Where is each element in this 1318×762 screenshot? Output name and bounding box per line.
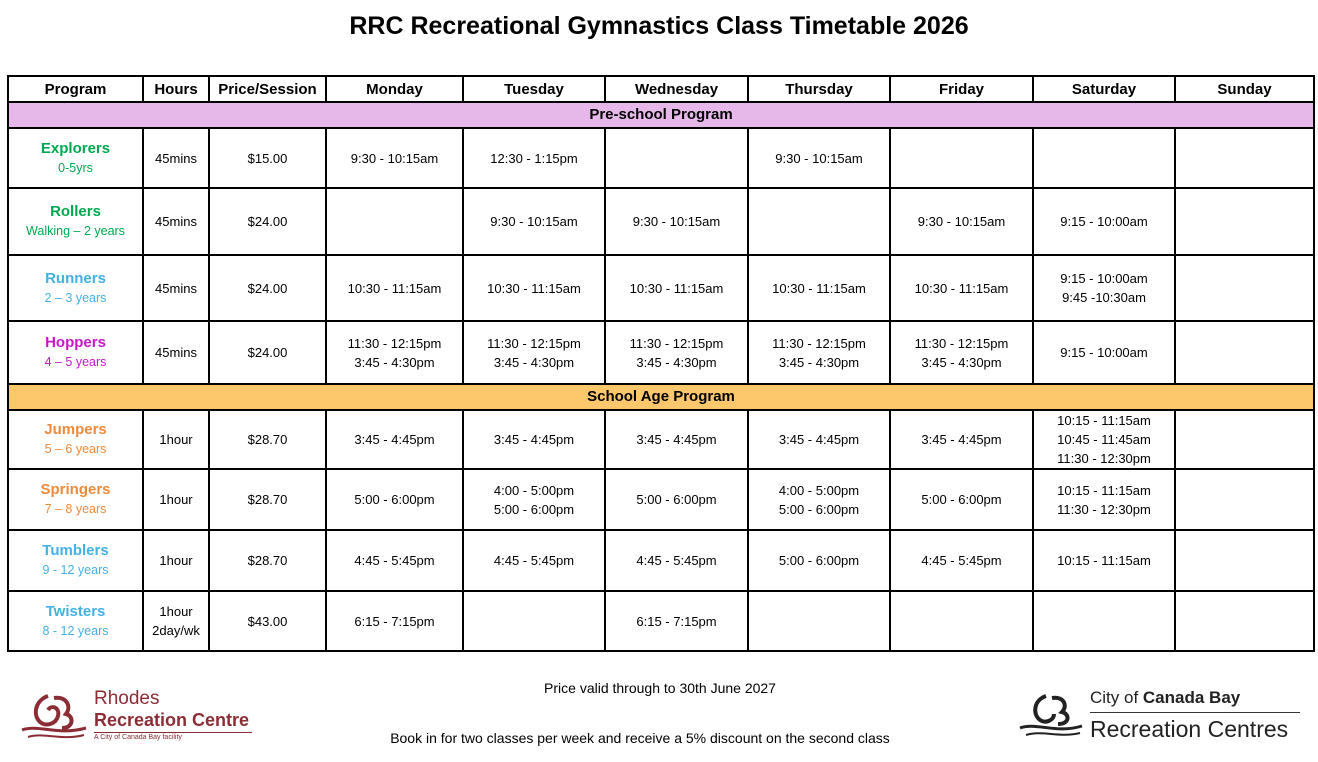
time-slot: 4:00 - 5:00pm bbox=[493, 482, 575, 498]
page-title: RRC Recreational Gymnastics Class Timetable 2026 bbox=[349, 12, 969, 40]
day-cell-saturday bbox=[1033, 591, 1175, 651]
program-cell bbox=[8, 591, 143, 651]
program-cell bbox=[8, 188, 143, 255]
time-slot: 10:30 - 11:15am bbox=[347, 280, 442, 296]
city-of-canada-bay-logo bbox=[1016, 686, 1306, 748]
day-cell-sunday bbox=[1175, 321, 1314, 384]
program-cell bbox=[8, 530, 143, 591]
class-row bbox=[8, 321, 1314, 384]
day-cell-saturday bbox=[1033, 128, 1175, 188]
time-slot: 5:00 - 6:00pm bbox=[493, 501, 575, 517]
day-cell-monday bbox=[326, 410, 463, 469]
price-cell: $24.00 bbox=[209, 188, 326, 255]
day-cell-wednesday bbox=[605, 591, 748, 651]
day-cell-tuesday bbox=[463, 469, 605, 530]
program-age: 5 – 6 years bbox=[44, 442, 107, 456]
logo-left-tagline: A City of Canada Bay facility bbox=[94, 734, 182, 741]
day-cell-friday bbox=[890, 128, 1033, 188]
time-slot: 3:45 - 4:45pm bbox=[354, 432, 435, 447]
time-slot: 10:30 - 11:15am bbox=[772, 280, 866, 296]
time-slot: 3:45 - 4:30pm bbox=[354, 354, 435, 370]
hours-cell bbox=[143, 321, 209, 384]
time-slot: 9:30 - 10:15am bbox=[350, 150, 439, 166]
day-cell-wednesday bbox=[605, 255, 748, 321]
hours-line: 45mins bbox=[155, 214, 197, 229]
program-cell bbox=[8, 128, 143, 188]
day-cell-saturday bbox=[1033, 530, 1175, 591]
day-cell-saturday bbox=[1033, 188, 1175, 255]
time-slot: 11:30 - 12:30pm bbox=[1057, 501, 1151, 517]
logo-right-line2: Recreation Centres bbox=[1090, 716, 1289, 742]
program-name: Runners bbox=[45, 269, 106, 287]
time-slot: 11:30 - 12:30pm bbox=[1057, 451, 1151, 466]
price-cell: $24.00 bbox=[209, 321, 326, 384]
day-cell-tuesday bbox=[463, 591, 605, 651]
time-slot: 11:30 - 12:15pm bbox=[347, 335, 442, 351]
time-slot: 3:45 - 4:30pm bbox=[778, 354, 860, 370]
day-cell-thursday bbox=[748, 255, 890, 321]
hours-cell bbox=[143, 410, 209, 469]
section-label: Pre-school Program bbox=[8, 102, 1314, 128]
column-header-saturday: Saturday bbox=[1033, 76, 1175, 102]
day-cell-friday bbox=[890, 469, 1033, 530]
hours-cell bbox=[143, 591, 209, 651]
time-slot: 10:45 - 11:45am bbox=[1057, 432, 1151, 447]
time-slot: 9:30 - 10:15am bbox=[775, 150, 863, 166]
program-age: 4 – 5 years bbox=[44, 355, 107, 369]
rhodes-wave-logo-icon bbox=[18, 690, 90, 742]
price-cell: $15.00 bbox=[209, 128, 326, 188]
timetable bbox=[7, 75, 1315, 652]
time-slot: 3:45 - 4:30pm bbox=[636, 354, 717, 370]
day-cell-wednesday bbox=[605, 128, 748, 188]
day-cell-saturday bbox=[1033, 255, 1175, 321]
class-row bbox=[8, 530, 1314, 591]
program-age: 0-5yrs bbox=[58, 160, 93, 175]
class-row bbox=[8, 128, 1314, 188]
logo-left-line1: Rhodes bbox=[94, 688, 160, 709]
class-row bbox=[8, 410, 1314, 469]
program-age: 8 - 12 years bbox=[42, 623, 109, 638]
section-row bbox=[8, 102, 1314, 128]
day-cell-tuesday bbox=[463, 321, 605, 384]
logo-left-line2: Recreation Centre bbox=[94, 710, 250, 730]
program-cell bbox=[8, 321, 143, 384]
time-slot: 4:00 - 5:00pm bbox=[778, 482, 860, 498]
hours-cell bbox=[143, 188, 209, 255]
header-row bbox=[8, 76, 1314, 102]
time-slot: 3:45 - 4:30pm bbox=[493, 354, 575, 370]
day-cell-friday bbox=[890, 321, 1033, 384]
hours-cell bbox=[143, 255, 209, 321]
time-slot: 9:30 - 10:15am bbox=[917, 214, 1006, 229]
program-name: Springers bbox=[40, 481, 111, 498]
day-cell-wednesday bbox=[605, 530, 748, 591]
time-slot: 4:45 - 5:45pm bbox=[921, 553, 1002, 568]
time-slot: 3:45 - 4:45pm bbox=[921, 432, 1002, 447]
program-age: Walking – 2 years bbox=[26, 224, 125, 238]
time-slot: 4:45 - 5:45pm bbox=[493, 553, 575, 568]
day-cell-sunday bbox=[1175, 591, 1314, 651]
day-cell-sunday bbox=[1175, 469, 1314, 530]
column-header-wednesday: Wednesday bbox=[605, 76, 748, 102]
day-cell-wednesday bbox=[605, 469, 748, 530]
day-cell-thursday bbox=[748, 530, 890, 591]
time-slot: 3:45 - 4:45pm bbox=[493, 432, 575, 447]
column-header-price-session: Price/Session bbox=[209, 76, 326, 102]
time-slot: 10:15 - 11:15am bbox=[1057, 482, 1151, 498]
day-cell-friday bbox=[890, 255, 1033, 321]
time-slot: 12:30 - 1:15pm bbox=[490, 150, 578, 166]
day-cell-wednesday bbox=[605, 321, 748, 384]
hours-line: 45mins bbox=[155, 280, 197, 296]
program-age: 9 - 12 years bbox=[42, 563, 109, 577]
class-row bbox=[8, 469, 1314, 530]
time-slot: 4:45 - 5:45pm bbox=[636, 553, 717, 568]
day-cell-saturday bbox=[1033, 410, 1175, 469]
day-cell-tuesday bbox=[463, 255, 605, 321]
time-slot: 9:15 - 10:00am bbox=[1060, 271, 1148, 286]
class-row bbox=[8, 255, 1314, 321]
day-cell-monday bbox=[326, 591, 463, 651]
time-slot: 9:45 -10:30am bbox=[1062, 290, 1146, 305]
day-cell-tuesday bbox=[463, 530, 605, 591]
day-cell-tuesday bbox=[463, 410, 605, 469]
day-cell-monday bbox=[326, 255, 463, 321]
column-header-friday: Friday bbox=[890, 76, 1033, 102]
program-cell bbox=[8, 255, 143, 321]
hours-line: 45mins bbox=[155, 150, 197, 166]
time-slot: 9:15 - 10:00am bbox=[1060, 214, 1148, 229]
program-name: Rollers bbox=[50, 203, 101, 220]
class-row bbox=[8, 188, 1314, 255]
logo-left-rule bbox=[94, 732, 252, 733]
program-name: Explorers bbox=[40, 139, 111, 157]
class-row bbox=[8, 591, 1314, 651]
hours-line: 2day/wk bbox=[152, 623, 200, 638]
program-name: Tumblers bbox=[42, 542, 109, 559]
day-cell-sunday bbox=[1175, 530, 1314, 591]
day-cell-thursday bbox=[748, 321, 890, 384]
day-cell-thursday bbox=[748, 188, 890, 255]
program-cell bbox=[8, 469, 143, 530]
time-slot: 5:00 - 6:00pm bbox=[778, 553, 860, 568]
day-cell-tuesday bbox=[463, 188, 605, 255]
time-slot: 5:00 - 6:00pm bbox=[354, 492, 435, 507]
program-age: 2 – 3 years bbox=[44, 290, 107, 305]
day-cell-thursday bbox=[748, 128, 890, 188]
time-slot: 10:30 - 11:15am bbox=[487, 280, 581, 296]
day-cell-monday bbox=[326, 128, 463, 188]
price-cell: $28.70 bbox=[209, 469, 326, 530]
column-header-sunday: Sunday bbox=[1175, 76, 1314, 102]
day-cell-thursday bbox=[748, 410, 890, 469]
hours-cell bbox=[143, 128, 209, 188]
hours-line: 1hour bbox=[159, 492, 193, 507]
day-cell-friday bbox=[890, 530, 1033, 591]
hours-line: 1hour bbox=[159, 432, 193, 447]
day-cell-monday bbox=[326, 321, 463, 384]
time-slot: 6:15 - 7:15pm bbox=[636, 613, 717, 629]
time-slot: 9:15 - 10:00am bbox=[1060, 345, 1148, 360]
day-cell-friday bbox=[890, 188, 1033, 255]
hours-line: 1hour bbox=[159, 604, 193, 619]
time-slot: 10:30 - 11:15am bbox=[914, 280, 1009, 296]
day-cell-sunday bbox=[1175, 255, 1314, 321]
day-cell-friday bbox=[890, 591, 1033, 651]
day-cell-sunday bbox=[1175, 128, 1314, 188]
canada-bay-wave-logo-icon bbox=[1016, 692, 1086, 740]
day-cell-sunday bbox=[1175, 188, 1314, 255]
day-cell-thursday bbox=[748, 469, 890, 530]
day-cell-saturday bbox=[1033, 321, 1175, 384]
time-slot: 3:45 - 4:45pm bbox=[778, 432, 860, 447]
price-cell: $43.00 bbox=[209, 591, 326, 651]
price-cell: $28.70 bbox=[209, 410, 326, 469]
day-cell-tuesday bbox=[463, 128, 605, 188]
time-slot: 6:15 - 7:15pm bbox=[354, 613, 435, 629]
time-slot: 10:30 - 11:15am bbox=[629, 280, 724, 296]
day-cell-monday bbox=[326, 188, 463, 255]
program-name: Jumpers bbox=[44, 421, 107, 438]
logo-right-rule bbox=[1090, 712, 1300, 713]
day-cell-saturday bbox=[1033, 469, 1175, 530]
time-slot: 11:30 - 12:15pm bbox=[772, 335, 866, 351]
time-slot: 10:15 - 11:15am bbox=[1057, 413, 1151, 428]
hours-line: 45mins bbox=[155, 345, 197, 360]
time-slot: 5:00 - 6:00pm bbox=[778, 501, 860, 517]
time-slot: 9:30 - 10:15am bbox=[490, 214, 578, 229]
price-cell: $28.70 bbox=[209, 530, 326, 591]
time-slot: 11:30 - 12:15pm bbox=[914, 335, 1009, 351]
hours-cell bbox=[143, 469, 209, 530]
program-name: Hoppers bbox=[45, 334, 106, 351]
column-header-program: Program bbox=[8, 76, 143, 102]
column-header-thursday: Thursday bbox=[748, 76, 890, 102]
day-cell-wednesday bbox=[605, 188, 748, 255]
hours-line: 1hour bbox=[159, 553, 193, 568]
price-valid-note: Price valid through to 30th June 2027 bbox=[544, 680, 776, 696]
time-slot: 11:30 - 12:15pm bbox=[629, 335, 724, 351]
time-slot: 4:45 - 5:45pm bbox=[354, 553, 435, 568]
day-cell-sunday bbox=[1175, 410, 1314, 469]
day-cell-monday bbox=[326, 469, 463, 530]
program-age: 7 – 8 years bbox=[44, 502, 107, 516]
rhodes-recreation-centre-logo bbox=[18, 686, 258, 748]
day-cell-thursday bbox=[748, 591, 890, 651]
section-label: School Age Program bbox=[8, 384, 1314, 410]
price-cell: $24.00 bbox=[209, 255, 326, 321]
column-header-tuesday: Tuesday bbox=[463, 76, 605, 102]
time-slot: 9:30 - 10:15am bbox=[632, 214, 721, 229]
column-header-monday: Monday bbox=[326, 76, 463, 102]
day-cell-monday bbox=[326, 530, 463, 591]
hours-cell bbox=[143, 530, 209, 591]
time-slot: 5:00 - 6:00pm bbox=[921, 492, 1002, 507]
time-slot: 3:45 - 4:45pm bbox=[636, 432, 717, 447]
program-name: Twisters bbox=[45, 602, 106, 620]
time-slot: 10:15 - 11:15am bbox=[1057, 553, 1151, 568]
discount-note: Book in for two classes per week and receive a 5% discount on the second class bbox=[390, 730, 890, 746]
time-slot: 3:45 - 4:30pm bbox=[921, 354, 1002, 370]
time-slot: 11:30 - 12:15pm bbox=[487, 335, 581, 351]
logo-right-line1 bbox=[1090, 688, 1240, 708]
column-header-hours: Hours bbox=[143, 76, 209, 102]
day-cell-friday bbox=[890, 410, 1033, 469]
logo-right-bold: Canada Bay bbox=[1142, 688, 1241, 707]
time-slot: 5:00 - 6:00pm bbox=[636, 492, 717, 507]
program-cell bbox=[8, 410, 143, 469]
section-row bbox=[8, 384, 1314, 410]
logo-right-prefix: City of bbox=[1090, 688, 1143, 707]
day-cell-wednesday bbox=[605, 410, 748, 469]
